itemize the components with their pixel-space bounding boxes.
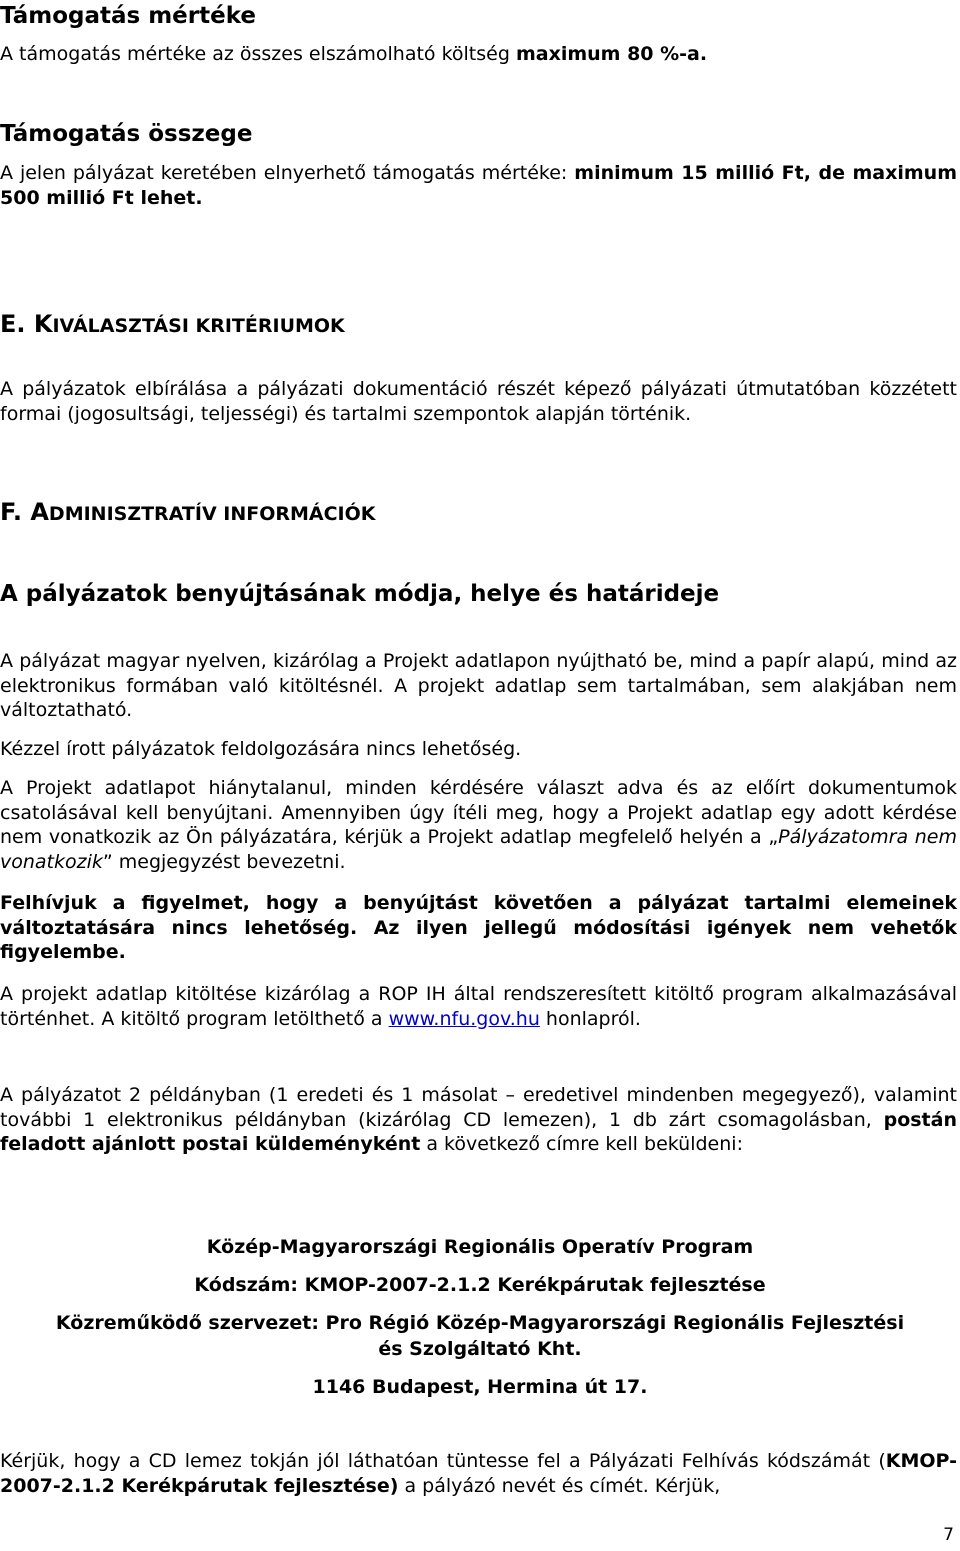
title-initial: A bbox=[30, 498, 49, 526]
section-letter: F. bbox=[0, 498, 22, 526]
text: a következő címre kell beküldeni: bbox=[420, 1133, 743, 1155]
paragraph-f6 bbox=[0, 1083, 957, 1157]
address-street: 1146 Budapest, Hermina út 17. bbox=[312, 1376, 648, 1398]
title-rest: IVÁLASZTÁSI KRITÉRIUMOK bbox=[52, 315, 345, 337]
text: A projekt adatlap kitöltése kizárólag a ROP IH által rendszeresített kitöltő program alkalmazásával történhet. A kitöltő program letölthető a bbox=[0, 983, 957, 1030]
text: honlapról. bbox=[539, 1007, 641, 1030]
italic-text: Pályázatomra nem vonatkozik bbox=[0, 826, 957, 873]
bold-text: minimum 15 millió Ft, de maximum 500 millió Ft lehet. bbox=[0, 162, 957, 209]
paragraph-tamogatas-merteke bbox=[0, 42, 957, 67]
title-rest: DMINISZTRATÍV INFORMÁCIÓK bbox=[48, 503, 376, 525]
bold-text: maximum 80 %-a. bbox=[515, 43, 708, 65]
bold-text: KMOP-2007-2.1.2 Kerékpárutak fejlesztése) bbox=[0, 1450, 957, 1497]
paragraph-f1: A pályázat magyar nyelven, kizárólag a Projekt adatlapon nyújtható be, mind a papír alapú, mind az elektronikus formában való kitöltésnél. A projekt adatlap sem tartalmában, sem alakjában nem változtatható. bbox=[0, 650, 957, 721]
paragraph-f3 bbox=[0, 776, 957, 874]
section-letter: E. bbox=[0, 310, 26, 338]
paragraph-f5 bbox=[0, 982, 957, 1031]
nfu-link[interactable]: www.nfu.gov.hu bbox=[388, 1007, 540, 1030]
page-number: 7 bbox=[943, 1525, 954, 1545]
section-e-heading bbox=[0, 309, 957, 341]
bold-text: postán feladott ajánlott postai küldeményként bbox=[0, 1108, 957, 1155]
text: A jelen pályázat keretében elnyerhető támogatás mértéke: bbox=[0, 162, 575, 184]
text: Kérjük, hogy a CD lemez tokján jól láthatóan tüntesse fel a Pályázati Felhívás kódszámát ( bbox=[0, 1450, 886, 1472]
section-f-heading bbox=[0, 497, 957, 529]
address-program: Közép-Magyarországi Regionális Operatív Program bbox=[206, 1236, 754, 1258]
heading-tamogatas-osszege: Támogatás összege bbox=[0, 121, 253, 147]
address-code: Kódszám: KMOP-2007-2.1.2 Kerékpárutak fejlesztése bbox=[194, 1274, 766, 1296]
text: a pályázó nevét és címét. Kérjük, bbox=[398, 1474, 721, 1497]
bold-text: Felhívjuk a figyelmet, hogy a benyújtást követően a pályázat tartalmi elemeinek változtatására nincs lehetőség. Az ilyen jellegű módosítási igények nem vehetők figyelembe. bbox=[0, 892, 957, 963]
text: A Projekt adatlapot hiánytalanul, minden kérdésére választ adva és az előírt dokumentumok csatolásával kell benyújtani. Amennyiben úgy ítéli meg, hogy a Projekt adatlap egy adott kérdése nem vonatkozik az Ön pályázatára, kérjük a Projekt adatlap megfelelő helyén a „ bbox=[0, 777, 957, 848]
text: ” megjegyzést bevezetni. bbox=[102, 850, 346, 873]
text: A támogatás mértéke az összes elszámolható költség bbox=[0, 43, 516, 65]
text: A pályázatot 2 példányban (1 eredeti és 1 másolat – eredetivel mindenben megegyező), valamint további 1 elektronikus példányban (kizárólag CD lemezen), 1 db zárt csomagolásban, bbox=[0, 1084, 957, 1131]
paragraph-f2: Kézzel írott pályázatok feldolgozására nincs lehetőség. bbox=[0, 738, 522, 760]
paragraph-e: A pályázatok elbírálása a pályázati dokumentáció részét képező pályázati útmutatóban közzétett formai (jogosultsági, teljességi) és tartalmi szempontok alapján történik. bbox=[0, 378, 957, 425]
address-organization-line1: Közreműködő szervezet: Pro Régió Közép-Magyarországi Regionális Fejlesztési bbox=[55, 1312, 905, 1334]
subheading-benyujtas: A pályázatok benyújtásának módja, helye és határideje bbox=[0, 581, 720, 607]
paragraph-f4 bbox=[0, 891, 957, 965]
title-initial: K bbox=[33, 310, 53, 338]
paragraph-closing bbox=[0, 1449, 957, 1498]
address-organization-line2: és Szolgáltató Kht. bbox=[378, 1338, 582, 1360]
heading-tamogatas-merteke: Támogatás mértéke bbox=[0, 3, 256, 29]
paragraph-tamogatas-osszege bbox=[0, 161, 957, 210]
